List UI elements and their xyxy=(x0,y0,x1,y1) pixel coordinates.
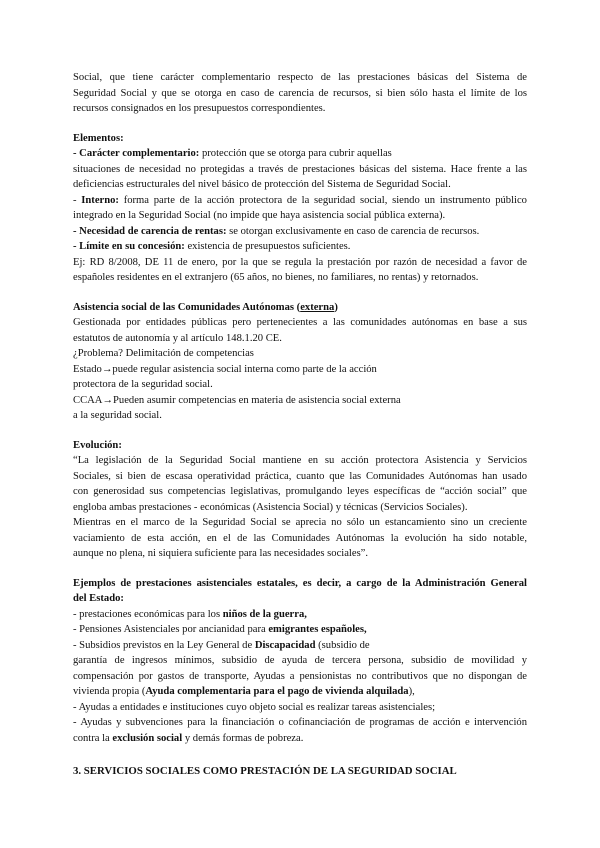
ccaa-heading-externa: externa xyxy=(300,301,335,313)
intro-line-3: recursos consignados en los presupuestos correspondientes. xyxy=(73,103,326,114)
evolucion-line-2: Sociales, si bien de escasa operatividad práctica, cuanto que las Comunidades Autónomas han usado xyxy=(73,470,527,482)
item5-bold: exclusión social xyxy=(112,732,183,744)
ejemplo-line-2: españoles residentes en el extranjero (65 años, no bienes, no familiares, no rentas) y retornados. xyxy=(73,272,479,283)
ccaa-problema: ¿Problema? Delimitación de competencias xyxy=(73,348,254,359)
item5-end: y demás formas de pobreza. xyxy=(182,732,304,744)
item3-cont-1: garantía de ingresos mínimos, subsidio de ayuda de tercera persona, subsidio de movilidad y xyxy=(73,655,527,666)
intro-line-2: Seguridad Social y que se otorga en caso de carencia de recursos, si bien sólo hasta el límite de los xyxy=(73,87,527,99)
complementario-text: protección que se otorga para cubrir aquellas xyxy=(199,148,392,159)
ccaa-estado: Estado→puede regular asistencia social interna como parte de la acción xyxy=(73,363,377,375)
ccaa-ccaa-cont: a la seguridad social. xyxy=(73,410,162,421)
necesidad-text: se otorgan exclusivamente en caso de carencia de recursos. xyxy=(226,225,480,237)
elementos-necesidad xyxy=(73,224,527,240)
ccaa-heading-text: Asistencia social de las Comunidades Autónomas ( xyxy=(73,301,301,313)
ejemplos-item-1 xyxy=(73,607,527,623)
evolucion-line-3: con generosidad sus competencias legislativas, promulgando leyes específicas de “acción social” que xyxy=(73,486,527,497)
complementario-label: - Carácter complementario: xyxy=(73,148,200,159)
interno-cont: integrado en la Seguridad Social (no impide que haya asistencia social pública externa). xyxy=(73,210,446,221)
elementos-heading: Elementos: xyxy=(73,132,124,144)
ejemplos-heading-2: del Estado: xyxy=(73,593,124,604)
evolucion-line-4: engloba ambas prestaciones - económicas (Asistencia Social) y técnicas (Servicios Sociales). xyxy=(73,501,468,513)
item3-cont-3-text: vivienda propia ( xyxy=(73,686,146,697)
ejemplos-item-5-cont xyxy=(73,731,527,747)
elementos-limite xyxy=(73,239,527,255)
ejemplos-item-5: - Ayudas y subvenciones para la financiación o cofinanciación de programas de acción e intervención xyxy=(73,717,527,728)
ccaa-heading-end: ) xyxy=(334,301,338,313)
item3-cont-3-bold: Ayuda complementaria para el pago de vivienda alquilada xyxy=(145,686,409,697)
complementario-cont-2: deficiencias estructurales del nivel básico de protección del Sistema de Seguridad Social. xyxy=(73,179,451,190)
limite-label: - Límite en su concesión: xyxy=(73,241,185,252)
elementos-complementario xyxy=(73,146,527,162)
ejemplos-item-4: - Ayudas a entidades e instituciones cuyo objeto social es realizar tareas asistenciales; xyxy=(73,701,436,713)
ccaa-estado-cont: protectora de la seguridad social. xyxy=(73,379,213,390)
evolucion-line-5: Mientras en el marco de la Seguridad Social se aprecia no sólo un estancamiento sino un creciente xyxy=(73,517,527,528)
item1-text: - prestaciones económicas para los xyxy=(73,608,223,620)
ejemplos-item-2 xyxy=(73,622,527,638)
evolucion-line-1: “La legislación de la Seguridad Social mantiene en su acción protectora Asistencia y Servicios xyxy=(73,455,527,466)
interno-text: forma parte de la acción protectora de la seguridad social, siendo un instrumento público xyxy=(118,194,527,206)
intro-line-1: Social, que tiene carácter complementario respecto de las prestaciones básicas del Sistema de xyxy=(73,72,527,83)
ccaa-line-1: Gestionada por entidades públicas pero pertenecientes a las comunidades autónomas en base a sus xyxy=(73,317,527,328)
item3-end: (subsidio de xyxy=(315,639,370,651)
item2-bold: emigrantes españoles, xyxy=(268,624,367,635)
ccaa-line-2: estatutos de autonomía y al artículo 148.1.20 CE. xyxy=(73,332,282,344)
document-page xyxy=(73,70,527,780)
evolucion-line-6: vaciamiento de esta acción, en el de las Comunidades Autónomas la evolución ha sido notable, xyxy=(73,532,527,544)
complementario-cont-1: situaciones de necesidad no protegidas a través de prestaciones básicas del sistema. Hace frente a las xyxy=(73,163,527,175)
ejemplos-item-3 xyxy=(73,638,527,654)
limite-text: existencia de presupuestos suficientes. xyxy=(184,241,351,252)
ccaa-ccaa: CCAA→Pueden asumir competencias en materia de asistencia social externa xyxy=(73,394,401,406)
item1-bold: niños de la guerra, xyxy=(222,608,307,620)
interno-label: Interno: xyxy=(81,194,119,206)
ccaa-heading xyxy=(73,300,527,316)
elementos-interno xyxy=(73,193,527,209)
item3-cont-2: compensación por gastos de transporte, Ayudas a pensionistas no contributivos que no dispongan de xyxy=(73,670,527,682)
section-3-heading: 3. SERVICIOS SOCIALES COMO PRESTACIÓN DE LA SEGURIDAD SOCIAL xyxy=(73,765,457,777)
item3-bold: Discapacidad xyxy=(254,639,316,651)
ejemplo-line-1: Ej: RD 8/2008, DE 11 de enero, por la que se regula la prestación por razón de necesidad a favor de xyxy=(73,256,527,268)
item3-text: - Subsidios previstos en la Ley General de xyxy=(73,639,255,651)
item2-text: - Pensiones Asistenciales por ancianidad para xyxy=(73,624,269,635)
ejemplos-heading-1: Ejemplos de prestaciones asistenciales estatales, es decir, a cargo de la Administración General xyxy=(73,577,527,589)
interno-prefix: - xyxy=(73,194,82,206)
item5-text: contra la xyxy=(73,732,113,744)
evolucion-line-7: aunque no plena, ni siquiera suficiente para las necesidades sociales”. xyxy=(73,548,369,559)
item3-cont-3 xyxy=(73,684,527,700)
item3-cont-3-end: ), xyxy=(408,686,415,697)
evolucion-heading: Evolución: xyxy=(73,439,122,451)
necesidad-label: - Necesidad de carencia de rentas: xyxy=(73,225,227,237)
